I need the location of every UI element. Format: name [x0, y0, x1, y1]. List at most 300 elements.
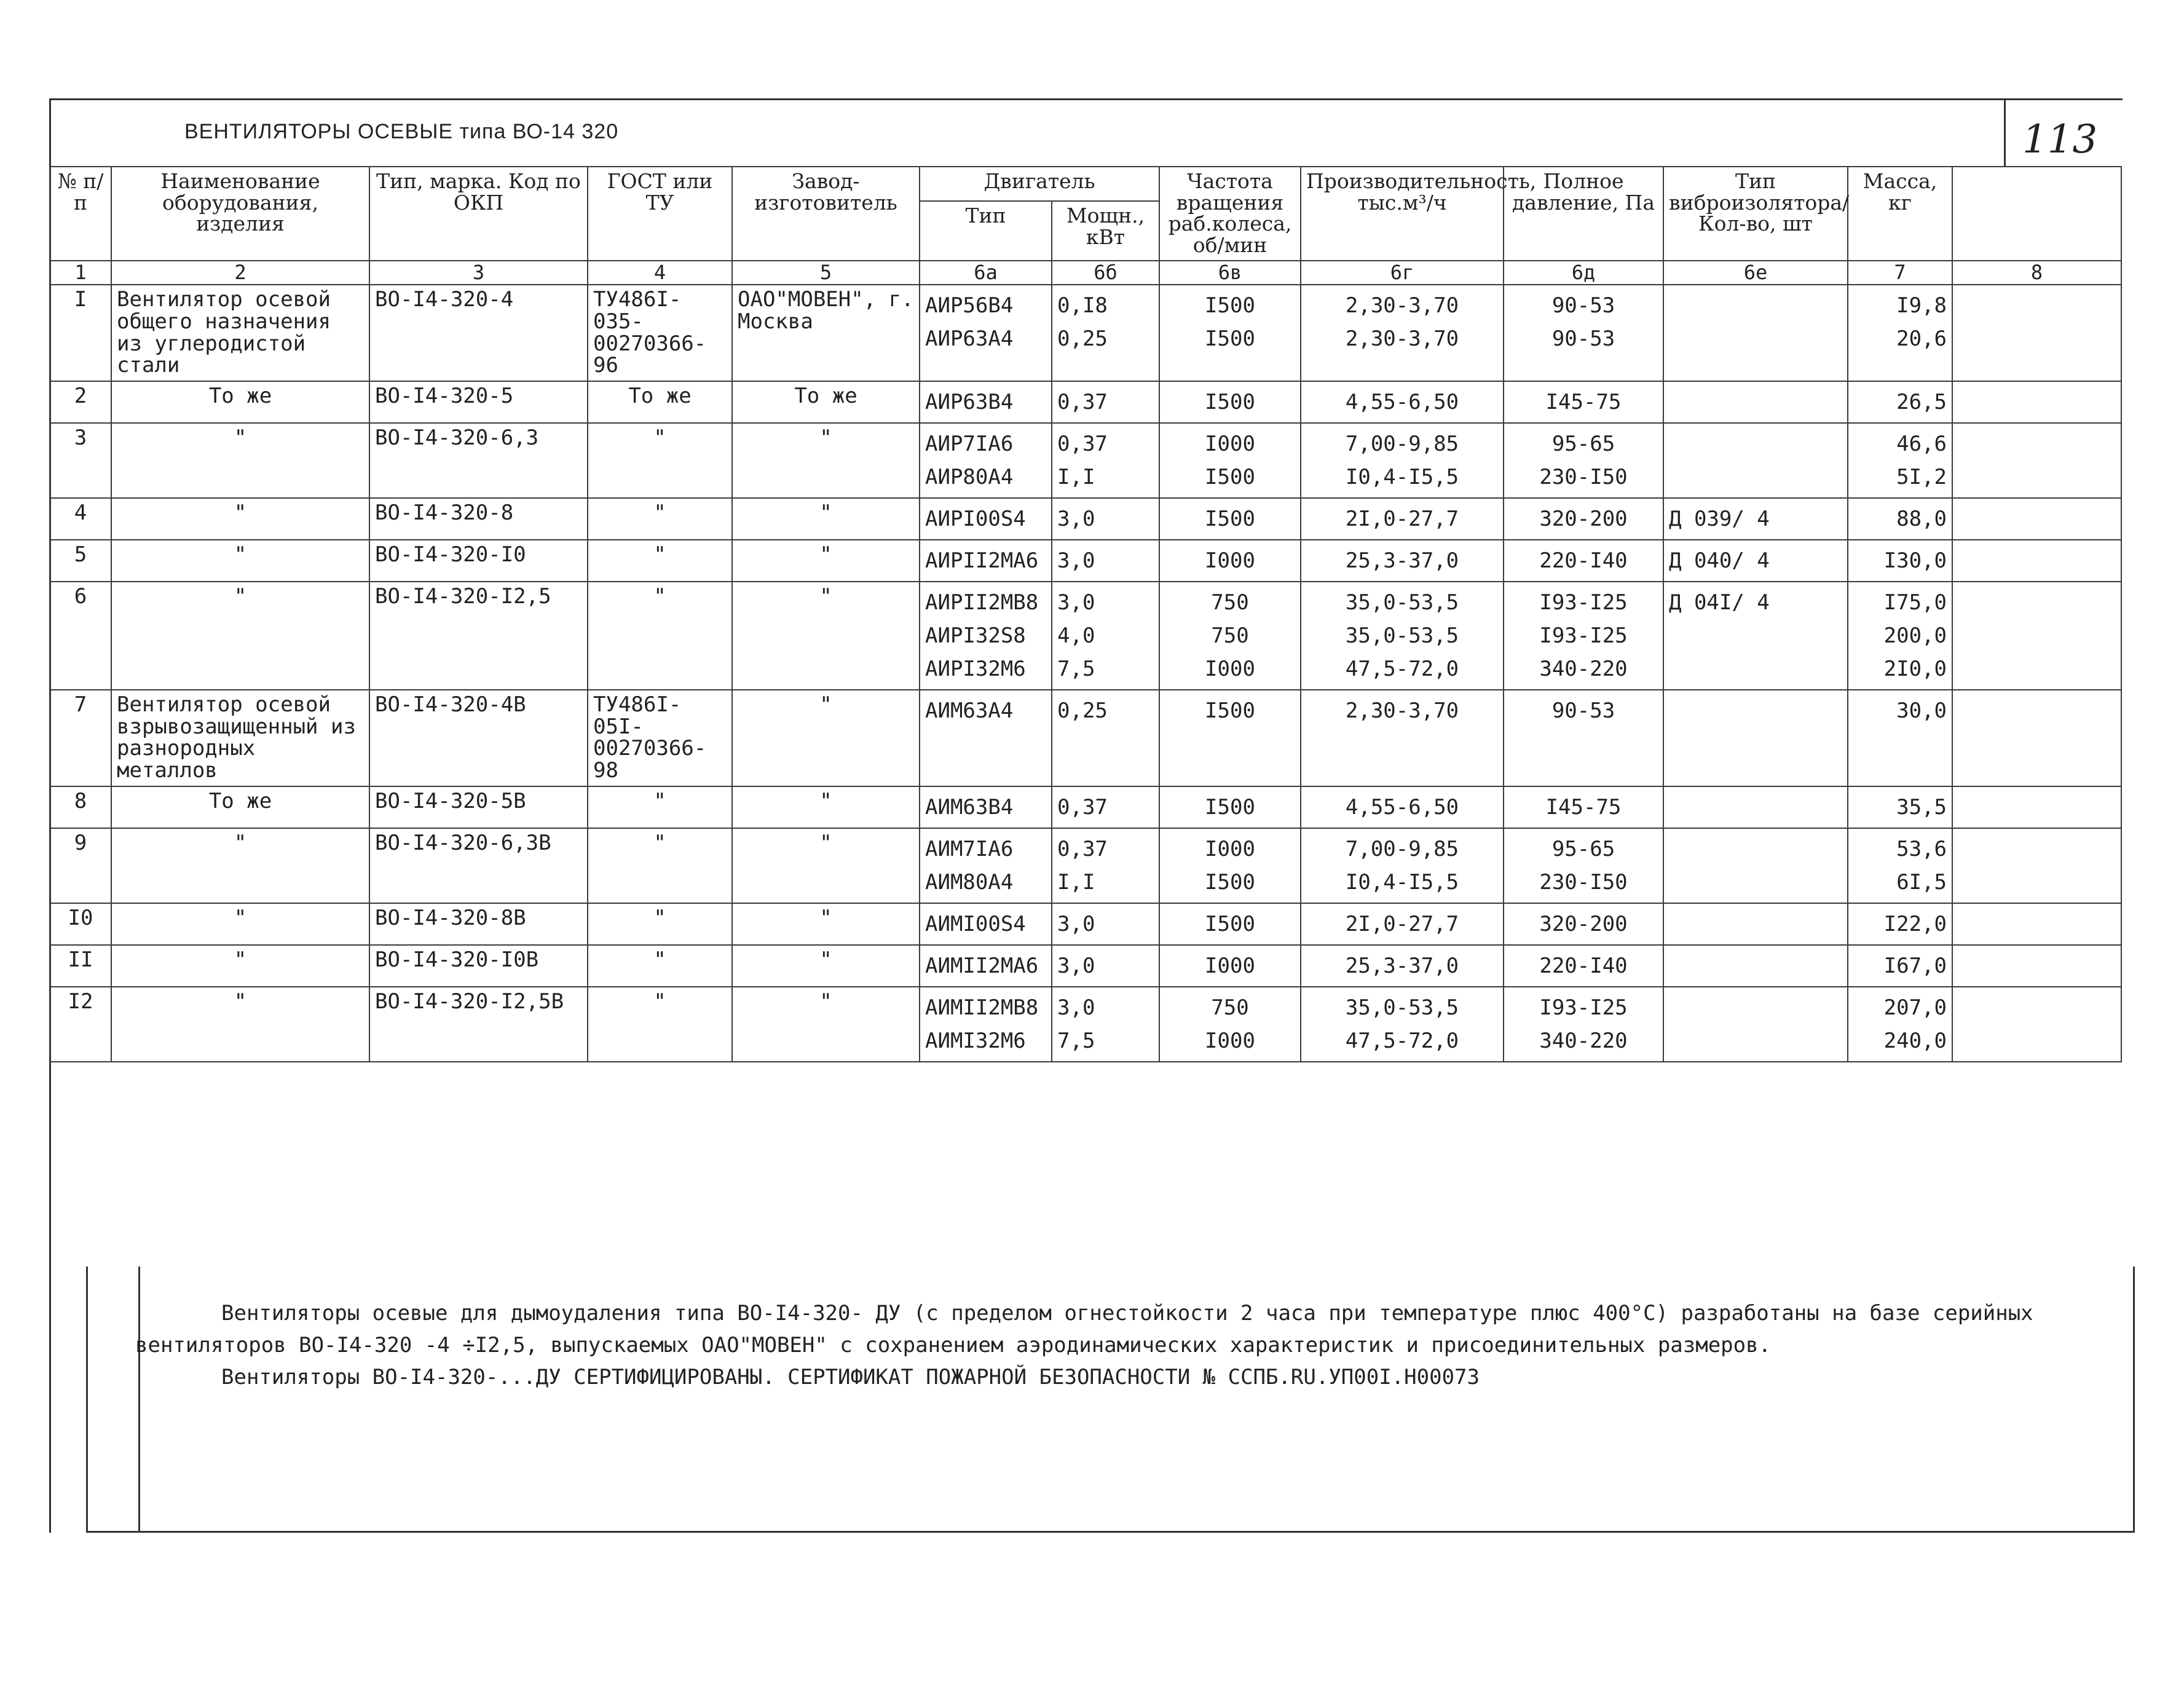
col-header-pressure: Полное давление, Па	[1504, 167, 1663, 261]
mass-cell	[1848, 987, 1952, 1062]
engine-power-cell	[1052, 987, 1159, 1062]
column-index: 2	[111, 261, 369, 285]
vibro-isolator-cell	[1663, 786, 1848, 828]
mass-value: 240,0	[1883, 1028, 1947, 1053]
table-row	[50, 786, 2121, 828]
vibro-isolator-cell	[1663, 987, 1848, 1062]
row-number: 6	[50, 582, 111, 690]
pressure-value: 90-53	[1551, 326, 1615, 352]
vibro-isolator-value	[1669, 991, 1842, 1024]
mass-value: I9,8	[1896, 293, 1947, 318]
engine-type-cell	[920, 582, 1052, 690]
capacity-value: 4,55-6,50	[1345, 794, 1459, 820]
rotation-speed-value: I500	[1205, 869, 1255, 895]
extra-cell	[1952, 945, 2121, 987]
rotation-speed-cell	[1159, 582, 1301, 690]
engine-power-value: 7,5	[1057, 1028, 1095, 1053]
rotation-speed-value: I500	[1205, 506, 1255, 531]
manufacturer: "	[732, 903, 920, 945]
column-index-row	[50, 261, 2121, 285]
mass-value: I30,0	[1883, 548, 1947, 573]
capacity-value: 7,00-9,85	[1345, 836, 1459, 861]
mass-value: I75,0	[1883, 590, 1947, 615]
engine-power-value: 0,37	[1057, 794, 1108, 820]
table-row	[50, 582, 2121, 690]
engine-type-value: АИМ80А4	[925, 869, 1014, 895]
extra-cell	[1952, 285, 2121, 381]
pressure-cell	[1504, 945, 1663, 987]
engine-type-value: АИРI00S4	[925, 506, 1026, 531]
table-row	[50, 498, 2121, 540]
engine-type-cell	[920, 498, 1052, 540]
column-index: 6г	[1301, 261, 1504, 285]
rotation-speed-value: I500	[1205, 794, 1255, 820]
column-index: 6б	[1052, 261, 1159, 285]
rotation-speed-cell	[1159, 423, 1301, 498]
vibro-isolator-value	[1669, 289, 1842, 322]
engine-power-cell	[1052, 423, 1159, 498]
vibro-isolator-value	[1669, 619, 1842, 652]
engine-power-value: 3,0	[1057, 590, 1095, 615]
standard-spec: "	[588, 582, 732, 690]
mass-value: 46,6	[1896, 431, 1947, 456]
extra-cell	[1952, 423, 2121, 498]
rotation-speed-value: I500	[1205, 389, 1255, 414]
capacity-value: 47,5-72,0	[1345, 1028, 1459, 1053]
capacity-value: 25,3-37,0	[1345, 953, 1459, 978]
vibro-isolator-value	[1669, 866, 1842, 899]
engine-power-value: 0,37	[1057, 836, 1108, 861]
vibro-isolator-value	[1669, 832, 1842, 866]
table-row	[50, 285, 2121, 381]
capacity-value: 2I,0-27,7	[1345, 506, 1459, 531]
row-number: 4	[50, 498, 111, 540]
vibro-isolator-value	[1669, 652, 1842, 686]
vibro-isolator-value	[1669, 461, 1842, 494]
engine-power-value: I,I	[1057, 869, 1095, 895]
engine-power-cell	[1052, 381, 1159, 423]
mass-value: 2I0,0	[1883, 656, 1947, 681]
mass-value: 6I,5	[1896, 869, 1947, 895]
engine-type-cell	[920, 945, 1052, 987]
mass-cell	[1848, 423, 1952, 498]
rotation-speed-value: I500	[1205, 911, 1255, 936]
engine-type-cell	[920, 690, 1052, 786]
extra-cell	[1952, 381, 2121, 423]
rotation-speed-value: 750	[1211, 623, 1249, 648]
mass-value: 207,0	[1883, 995, 1947, 1020]
capacity-value: 2,30-3,70	[1345, 293, 1459, 318]
pressure-value: 320-200	[1539, 506, 1628, 531]
notes-block	[135, 1297, 2065, 1393]
rotation-speed-cell	[1159, 498, 1301, 540]
pressure-cell	[1504, 903, 1663, 945]
col-header-engine: Двигатель	[920, 167, 1159, 201]
capacity-cell	[1301, 381, 1504, 423]
row-number: I	[50, 285, 111, 381]
standard-spec: ТУ486I-035-00270366-96	[588, 285, 732, 381]
pressure-value: I93-I25	[1539, 995, 1628, 1020]
engine-power-cell	[1052, 582, 1159, 690]
engine-power-cell	[1052, 690, 1159, 786]
mass-value: I67,0	[1883, 953, 1947, 978]
engine-power-value: 0,25	[1057, 326, 1108, 352]
engine-type-value: АИМI00S4	[925, 911, 1026, 936]
rotation-speed-value: I000	[1205, 953, 1255, 978]
pressure-value: I45-75	[1545, 389, 1622, 414]
model-code: ВО-I4-320-5В	[369, 786, 588, 828]
pressure-value: 220-I40	[1539, 548, 1628, 573]
column-index: 6а	[920, 261, 1052, 285]
engine-power-cell	[1052, 945, 1159, 987]
row-number: 5	[50, 540, 111, 582]
col-header-name: Наименование оборудования, изделия	[111, 167, 369, 261]
capacity-cell	[1301, 540, 1504, 582]
pressure-cell	[1504, 423, 1663, 498]
capacity-cell	[1301, 498, 1504, 540]
engine-power-value: 4,0	[1057, 623, 1095, 648]
note-paragraph: Вентиляторы осевые для дымоудаления типа ВО-I4-320- ДУ (с пределом огнестойкости 2 часа при температуре плюс 400°С) разработаны на базе серийных вентиляторов ВО-I4-320 -4 ÷I2,5, выпускаемых ОАО"МОВЕН" с сохранением аэродинамических характеристик и присоединительных размеров.	[135, 1301, 2033, 1358]
manufacturer: "	[732, 945, 920, 987]
capacity-value: 7,00-9,85	[1345, 431, 1459, 456]
engine-type-value: АИМI32М6	[925, 1028, 1026, 1053]
pressure-cell	[1504, 582, 1663, 690]
equipment-name: "	[111, 423, 369, 498]
manufacturer: "	[732, 690, 920, 786]
engine-power-value: 3,0	[1057, 995, 1095, 1020]
equipment-name: Вентилятор осевой взрывозащищенный из разнородных металлов	[111, 690, 369, 786]
capacity-value: 35,0-53,5	[1345, 623, 1459, 648]
rotation-speed-value: I500	[1205, 464, 1255, 489]
document-title: ВЕНТИЛЯТОРЫ ОСЕВЫЕ типа ВО-14 320	[184, 120, 619, 143]
row-number: 7	[50, 690, 111, 786]
pressure-value: 220-I40	[1539, 953, 1628, 978]
equipment-name: То же	[111, 381, 369, 423]
pressure-value: 230-I50	[1539, 464, 1628, 489]
manufacturer: "	[732, 828, 920, 903]
pressure-value: I93-I25	[1539, 590, 1628, 615]
vibro-isolator-value	[1669, 949, 1842, 982]
pressure-cell	[1504, 540, 1663, 582]
engine-type-value: АИМII2МВ8	[925, 995, 1039, 1020]
extra-cell	[1952, 828, 2121, 903]
capacity-cell	[1301, 828, 1504, 903]
mass-cell	[1848, 828, 1952, 903]
engine-type-cell	[920, 423, 1052, 498]
pressure-value: I93-I25	[1539, 623, 1628, 648]
manufacturer: "	[732, 498, 920, 540]
mass-value: 30,0	[1896, 698, 1947, 723]
vibro-isolator-cell	[1663, 945, 1848, 987]
column-index: 5	[732, 261, 920, 285]
mass-cell	[1848, 903, 1952, 945]
engine-type-value: АИР63В4	[925, 389, 1014, 414]
row-number: 3	[50, 423, 111, 498]
standard-spec: "	[588, 945, 732, 987]
pressure-value: 90-53	[1551, 698, 1615, 723]
vibro-isolator-cell	[1663, 285, 1848, 381]
col-header-rpm: Частота вращения раб.колеса, об/мин	[1159, 167, 1301, 261]
table-row	[50, 903, 2121, 945]
engine-type-value: АИР80А4	[925, 464, 1014, 489]
column-index: 4	[588, 261, 732, 285]
notes-frame-bottom	[86, 1531, 2133, 1533]
equipment-table	[49, 166, 2122, 1062]
mass-value: 5I,2	[1896, 464, 1947, 489]
note-paragraph: Вентиляторы ВО-I4-320-...ДУ СЕРТИФИЦИРОВАНЫ. СЕРТИФИКАТ ПОЖАРНОЙ БЕЗОПАСНОСТИ № ССПБ.RU.УП00I.Н00073	[221, 1365, 1480, 1389]
model-code: ВО-I4-320-I2,5	[369, 582, 588, 690]
engine-type-value: АИМ63В4	[925, 794, 1014, 820]
engine-type-value: АИР7IА6	[925, 431, 1014, 456]
mass-value: 88,0	[1896, 506, 1947, 531]
col-header-gost: ГОСТ или ТУ	[588, 167, 732, 261]
mass-value: 26,5	[1896, 389, 1947, 414]
rotation-speed-cell	[1159, 828, 1301, 903]
table-row	[50, 987, 2121, 1062]
header-row	[50, 167, 2121, 201]
capacity-value: 47,5-72,0	[1345, 656, 1459, 681]
model-code: ВО-I4-320-8В	[369, 903, 588, 945]
notes-frame-left	[86, 1267, 88, 1533]
mass-value: 53,6	[1896, 836, 1947, 861]
capacity-value: I0,4-I5,5	[1345, 869, 1459, 895]
rotation-speed-value: 750	[1211, 995, 1249, 1020]
table-row	[50, 423, 2121, 498]
engine-type-cell	[920, 540, 1052, 582]
engine-type-cell	[920, 786, 1052, 828]
manufacturer: "	[732, 582, 920, 690]
row-number: 2	[50, 381, 111, 423]
col-header-power: Мощн., кВт	[1052, 201, 1159, 260]
mass-cell	[1848, 540, 1952, 582]
engine-power-value: 0,25	[1057, 698, 1108, 723]
vibro-isolator-cell	[1663, 582, 1848, 690]
vibro-isolator-value: Д 040/ 4	[1669, 548, 1770, 573]
mass-value: 20,6	[1896, 326, 1947, 352]
extra-cell	[1952, 903, 2121, 945]
column-index: 7	[1848, 261, 1952, 285]
pressure-cell	[1504, 498, 1663, 540]
engine-type-value: АИМ63А4	[925, 698, 1014, 723]
column-index: 1	[50, 261, 111, 285]
model-code: ВО-I4-320-5	[369, 381, 588, 423]
model-code: ВО-I4-320-4	[369, 285, 588, 381]
engine-type-value: АИР56В4	[925, 293, 1014, 318]
col-header-mass: Масса, кг	[1848, 167, 1952, 261]
mass-cell	[1848, 786, 1952, 828]
engine-power-value: 7,5	[1057, 656, 1095, 681]
capacity-cell	[1301, 690, 1504, 786]
capacity-value: 35,0-53,5	[1345, 995, 1459, 1020]
extra-cell	[1952, 786, 2121, 828]
rotation-speed-cell	[1159, 381, 1301, 423]
col-header-capacity: Производительность, тыс.м³/ч	[1301, 167, 1504, 261]
pressure-cell	[1504, 690, 1663, 786]
engine-type-cell	[920, 987, 1052, 1062]
mass-value: I22,0	[1883, 911, 1947, 936]
engine-type-value: АИРII2МВ8	[925, 590, 1039, 615]
equipment-name: "	[111, 828, 369, 903]
model-code: ВО-I4-320-I2,5В	[369, 987, 588, 1062]
vibro-isolator-value	[1669, 1024, 1842, 1057]
engine-type-cell	[920, 381, 1052, 423]
standard-spec: "	[588, 786, 732, 828]
capacity-cell	[1301, 285, 1504, 381]
page-number-divider	[2004, 98, 2006, 166]
pressure-cell	[1504, 285, 1663, 381]
rotation-speed-value: I000	[1205, 548, 1255, 573]
extra-cell	[1952, 498, 2121, 540]
equipment-name: "	[111, 945, 369, 987]
vibro-isolator-value	[1669, 427, 1842, 461]
vibro-isolator-cell	[1663, 423, 1848, 498]
mass-cell	[1848, 690, 1952, 786]
engine-type-value: АИРII2МА6	[925, 548, 1039, 573]
vibro-isolator-value: Д 039/ 4	[1669, 506, 1770, 531]
rotation-speed-cell	[1159, 690, 1301, 786]
rotation-speed-cell	[1159, 903, 1301, 945]
equipment-name: То же	[111, 786, 369, 828]
capacity-value: 35,0-53,5	[1345, 590, 1459, 615]
rotation-speed-cell	[1159, 945, 1301, 987]
mass-value: 35,5	[1896, 794, 1947, 820]
extra-cell	[1952, 582, 2121, 690]
model-code: ВО-I4-320-I0	[369, 540, 588, 582]
capacity-value: 2I,0-27,7	[1345, 911, 1459, 936]
standard-spec: "	[588, 828, 732, 903]
rotation-speed-value: 750	[1211, 590, 1249, 615]
engine-power-value: 0,I8	[1057, 293, 1108, 318]
vibro-isolator-value	[1669, 907, 1842, 941]
engine-power-cell	[1052, 540, 1159, 582]
engine-type-cell	[920, 285, 1052, 381]
vibro-isolator-value	[1669, 322, 1842, 355]
pressure-cell	[1504, 828, 1663, 903]
pressure-value: 230-I50	[1539, 869, 1628, 895]
capacity-value: 4,55-6,50	[1345, 389, 1459, 414]
vibro-isolator-cell	[1663, 903, 1848, 945]
pressure-value: I45-75	[1545, 794, 1622, 820]
col-header-extra	[1952, 167, 2121, 261]
engine-power-value: 3,0	[1057, 506, 1095, 531]
engine-power-value: 3,0	[1057, 548, 1095, 573]
capacity-cell	[1301, 786, 1504, 828]
standard-spec: "	[588, 987, 732, 1062]
engine-power-value: 3,0	[1057, 911, 1095, 936]
capacity-value: 2,30-3,70	[1345, 326, 1459, 352]
engine-power-value: 0,37	[1057, 389, 1108, 414]
manufacturer: То же	[732, 381, 920, 423]
vibro-isolator-cell	[1663, 498, 1848, 540]
col-header-num: № п/п	[50, 167, 111, 261]
row-number: 8	[50, 786, 111, 828]
rotation-speed-value: I000	[1205, 836, 1255, 861]
notes-frame-right	[2133, 1267, 2135, 1533]
engine-power-cell	[1052, 498, 1159, 540]
rotation-speed-value: I500	[1205, 698, 1255, 723]
capacity-cell	[1301, 987, 1504, 1062]
standard-spec: "	[588, 903, 732, 945]
engine-type-value: АИРI32М6	[925, 656, 1026, 681]
equipment-name: "	[111, 582, 369, 690]
model-code: ВО-I4-320-I0В	[369, 945, 588, 987]
row-number: I0	[50, 903, 111, 945]
mass-cell	[1848, 498, 1952, 540]
engine-power-value: I,I	[1057, 464, 1095, 489]
vibro-isolator-value	[1669, 694, 1842, 727]
pressure-value: 90-53	[1551, 293, 1615, 318]
table-row	[50, 690, 2121, 786]
extra-cell	[1952, 690, 2121, 786]
rotation-speed-value: I000	[1205, 1028, 1255, 1053]
table-row	[50, 945, 2121, 987]
col-header-type: Тип, марка. Код по ОКП	[369, 167, 588, 261]
engine-power-value: 0,37	[1057, 431, 1108, 456]
column-index: 3	[369, 261, 588, 285]
rotation-speed-cell	[1159, 285, 1301, 381]
engine-power-cell	[1052, 786, 1159, 828]
manufacturer: "	[732, 786, 920, 828]
capacity-cell	[1301, 903, 1504, 945]
rotation-speed-value: I000	[1205, 431, 1255, 456]
engine-type-cell	[920, 828, 1052, 903]
col-header-vibro: Тип виброизолятора/ Кол-во, шт	[1663, 167, 1848, 261]
extra-cell	[1952, 540, 2121, 582]
extra-cell	[1952, 987, 2121, 1062]
vibro-isolator-cell	[1663, 540, 1848, 582]
column-index: 6д	[1504, 261, 1663, 285]
standard-spec: То же	[588, 381, 732, 423]
mass-cell	[1848, 285, 1952, 381]
col-header-engine-type: Тип	[920, 201, 1052, 260]
vibro-isolator-cell	[1663, 828, 1848, 903]
equipment-name: "	[111, 987, 369, 1062]
engine-power-cell	[1052, 285, 1159, 381]
rotation-speed-value: I500	[1205, 326, 1255, 352]
column-index: 8	[1952, 261, 2121, 285]
pressure-value: 95-65	[1551, 836, 1615, 861]
capacity-cell	[1301, 945, 1504, 987]
mass-cell	[1848, 582, 1952, 690]
table-row	[50, 540, 2121, 582]
column-index: 6е	[1663, 261, 1848, 285]
engine-power-cell	[1052, 903, 1159, 945]
model-code: ВО-I4-320-8	[369, 498, 588, 540]
pressure-value: 320-200	[1539, 911, 1628, 936]
standard-spec: "	[588, 423, 732, 498]
capacity-cell	[1301, 423, 1504, 498]
equipment-name: "	[111, 540, 369, 582]
page-number: 113	[2022, 117, 2098, 162]
capacity-value: I0,4-I5,5	[1345, 464, 1459, 489]
vibro-isolator-cell	[1663, 381, 1848, 423]
pressure-cell	[1504, 987, 1663, 1062]
manufacturer: ОАО"МОВЕН", г. Москва	[732, 285, 920, 381]
col-header-maker: Завод-изготовитель	[732, 167, 920, 261]
model-code: ВО-I4-320-4В	[369, 690, 588, 786]
standard-spec: "	[588, 498, 732, 540]
pressure-value: 95-65	[1551, 431, 1615, 456]
engine-type-value: АИР63А4	[925, 326, 1014, 352]
capacity-cell	[1301, 582, 1504, 690]
mass-value: 200,0	[1883, 623, 1947, 648]
manufacturer: "	[732, 540, 920, 582]
model-code: ВО-I4-320-6,3В	[369, 828, 588, 903]
equipment-name: Вентилятор осевой общего назначения из углеродистой стали	[111, 285, 369, 381]
engine-type-value: АИРI32S8	[925, 623, 1026, 648]
rotation-speed-value: I500	[1205, 293, 1255, 318]
model-code: ВО-I4-320-6,3	[369, 423, 588, 498]
